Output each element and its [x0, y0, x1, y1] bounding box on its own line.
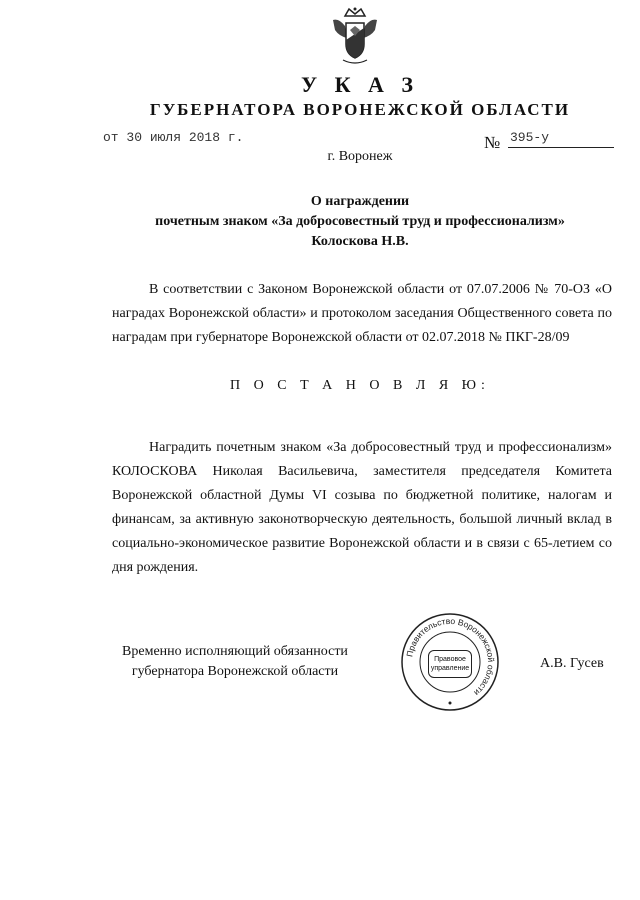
signatory-position: [108, 642, 362, 682]
document-type-title: У К А З: [300, 72, 420, 97]
position-line-2: губернатора Воронежской области: [131, 664, 339, 679]
issuer-title: ГУБЕРНАТОРА ВОРОНЕЖСКОЙ ОБЛАСТИ: [149, 100, 571, 119]
document-date: [103, 130, 243, 145]
signatory-name: А.В. Гусев: [540, 656, 604, 671]
preamble-paragraph: В соответствии с Законом Воронежской области от 07.07.2006 № 70-ОЗ «О наградах Воронежской области» и протоколом заседания Общественного совета по наградам при губернаторе Воронежской области от 02.07.2018 № ПКГ-28/09: [112, 282, 612, 345]
decree-word: П О С Т А Н О В Л Я Ю:: [230, 378, 490, 393]
document-subject: [0, 192, 640, 252]
stamp-inner-line-1: Правовое: [434, 656, 466, 663]
subject-line-2: почетным знаком «За добросовестный труд и профессионализм»: [155, 214, 565, 229]
coat-of-arms-icon: [329, 6, 381, 68]
date-prefix: от: [103, 130, 119, 145]
award-paragraph: Наградить почетным знаком «За добросовестный труд и профессионализм» КОЛОСКОВА Николая Васильевича, заместителя председателя Комитета Воронежской областной Думы VI созыва по бюджетной политике, налогам и финансам, за активную законотворческую деятельность, большой личный вклад в социально-экономическое развитие Воронежской области и в связи с 65-летием со дня рождения.: [112, 440, 612, 575]
stamp-inner-box: [428, 650, 472, 678]
subject-line-1: О награждении: [310, 194, 410, 209]
official-stamp: [400, 612, 500, 712]
stamp-inner-line-2: управление: [430, 665, 470, 672]
date-value: 30 июля 2018: [126, 130, 221, 145]
city-line: г. Воронеж: [327, 149, 393, 164]
subject-line-3: Колоскова Н.В.: [311, 234, 409, 249]
position-line-1: Временно исполняющий обязанности: [122, 644, 348, 659]
document-number: 395-у: [508, 130, 614, 148]
stamp-ring-text: Правительство Воронежской области: [404, 615, 497, 699]
date-suffix: г.: [227, 130, 244, 145]
number-label: №: [484, 133, 501, 152]
